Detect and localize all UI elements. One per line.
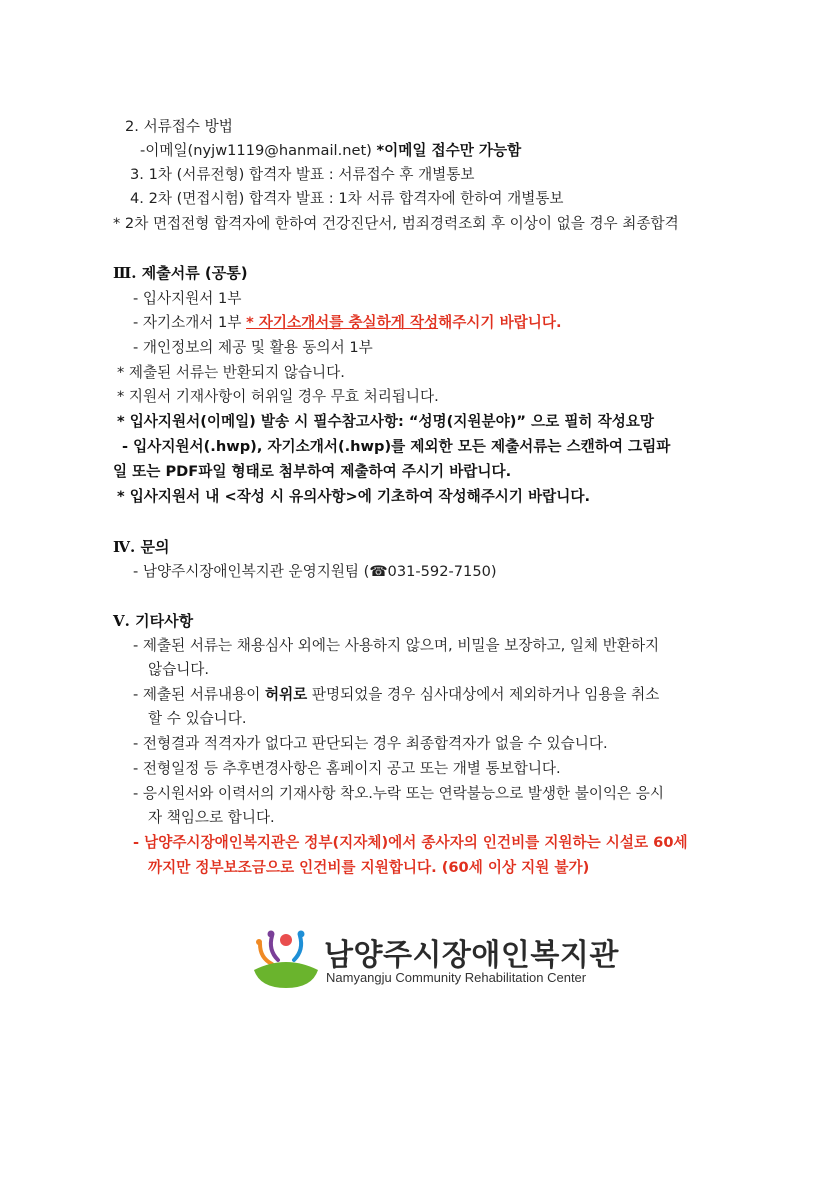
list-item: - 입사지원서 1부 [133, 290, 242, 307]
contact-text: - 남양주시장애인복지관 운영지원팀 ( [133, 563, 370, 580]
note-bold: - 입사지원서(.hwp), 자기소개서(.hwp)를 제외한 모든 제출서류는 스캔하여 그림파 [122, 438, 671, 455]
logo-name-ko: 남양주시장애인복지관 [324, 938, 619, 973]
list-item: - 전형일정 등 추후변경사항은 홈페이지 공고 또는 개별 통보합니다. [133, 760, 561, 777]
list-item-text: - 제출된 서류내용이 [133, 686, 265, 703]
note-bold: * 입사지원서(이메일) 발송 시 필수참고사항: “성명(지원분야)” 으로 필히 작성요망 [117, 413, 655, 430]
section-heading [113, 263, 248, 283]
section-title: 기타사항 [135, 612, 194, 630]
list-item-text: - 자기소개서 1부 [133, 314, 247, 331]
emphasis-text: * 자기소개서를 충실하게 작성 [246, 314, 439, 331]
list-item: - 전형결과 적격자가 없다고 판단되는 경우 최종합격자가 없을 수 있습니다. [133, 735, 608, 752]
email-text: -이메일(nyjw1119@hanmail.net) [140, 142, 377, 159]
list-item-cont: 않습니다. [148, 661, 210, 678]
logo-name-en: Namyangju Community Rehabilitation Center [326, 970, 587, 985]
list-item: 2. 서류접수 방법 [125, 118, 233, 135]
section-numeral: Ⅴ. [113, 612, 130, 630]
final-pass-note: * 2차 면접전형 합격자에 한하여 건강진단서, 범죄경력조회 후 이상이 없을 경우 최종합격 [113, 215, 679, 232]
list-item: 3. 1차 (서류전형) 합격자 발표 : 서류접수 후 개별통보 [130, 166, 475, 183]
organization-logo [252, 930, 619, 990]
section-title: 문의 [140, 538, 170, 556]
note: * 지원서 기재사항이 허위일 경우 무효 처리됩니다. [117, 388, 439, 405]
note: * 제출된 서류는 반환되지 않습니다. [117, 364, 345, 381]
email-line [140, 141, 521, 161]
emphasis-text: 해주시기 바랍니다. [438, 314, 562, 331]
section-numeral: Ⅲ. [113, 264, 137, 282]
section-numeral: Ⅳ. [113, 538, 136, 556]
list-item-red: 까지만 정부보조금으로 인건비를 지원합니다. (60세 이상 지원 불가) [148, 859, 590, 876]
section-heading [113, 611, 193, 631]
list-item-red: - 남양주시장애인복지관은 정부(지자체)에서 종사자의 인건비를 지원하는 시설로 60세 [133, 834, 688, 851]
list-item [133, 313, 562, 333]
phone-icon: ☎ [369, 563, 388, 580]
list-item: - 개인정보의 제공 및 활용 동의서 1부 [133, 339, 373, 356]
list-item-text: 판명되었을 경우 심사대상에서 제외하거나 임용을 취소 [307, 686, 660, 703]
contact-phone: 031-592-7150) [387, 563, 497, 580]
contact-line [133, 562, 497, 582]
note-bold: * 입사지원서 내 <작성 시 유의사항>에 기초하여 작성해주시기 바랍니다. [117, 488, 591, 505]
note-bold: 일 또는 PDF파일 형태로 첨부하여 제출하여 주시기 바랍니다. [113, 463, 512, 480]
list-item: 4. 2차 (면접시험) 합격자 발표 : 1차 서류 합격자에 한하여 개별통보 [130, 190, 564, 207]
list-item [133, 685, 659, 705]
list-item-cont: 자 책임으로 합니다. [148, 809, 275, 826]
emphasis-text: 허위로 [264, 686, 308, 703]
list-item-cont: 할 수 있습니다. [148, 710, 247, 727]
list-item: - 제출된 서류는 채용심사 외에는 사용하지 않으며, 비밀을 보장하고, 일체 반환하지 [133, 637, 660, 654]
section-heading [113, 537, 169, 557]
list-item: - 응시원서와 이력서의 기재사항 착오.누락 또는 연락불능으로 발생한 불이익은 응시 [133, 785, 664, 802]
logo-mark-icon [252, 930, 322, 990]
email-only-note: *이메일 접수만 가능함 [376, 142, 522, 159]
section-title: 제출서류 (공통) [141, 264, 248, 282]
